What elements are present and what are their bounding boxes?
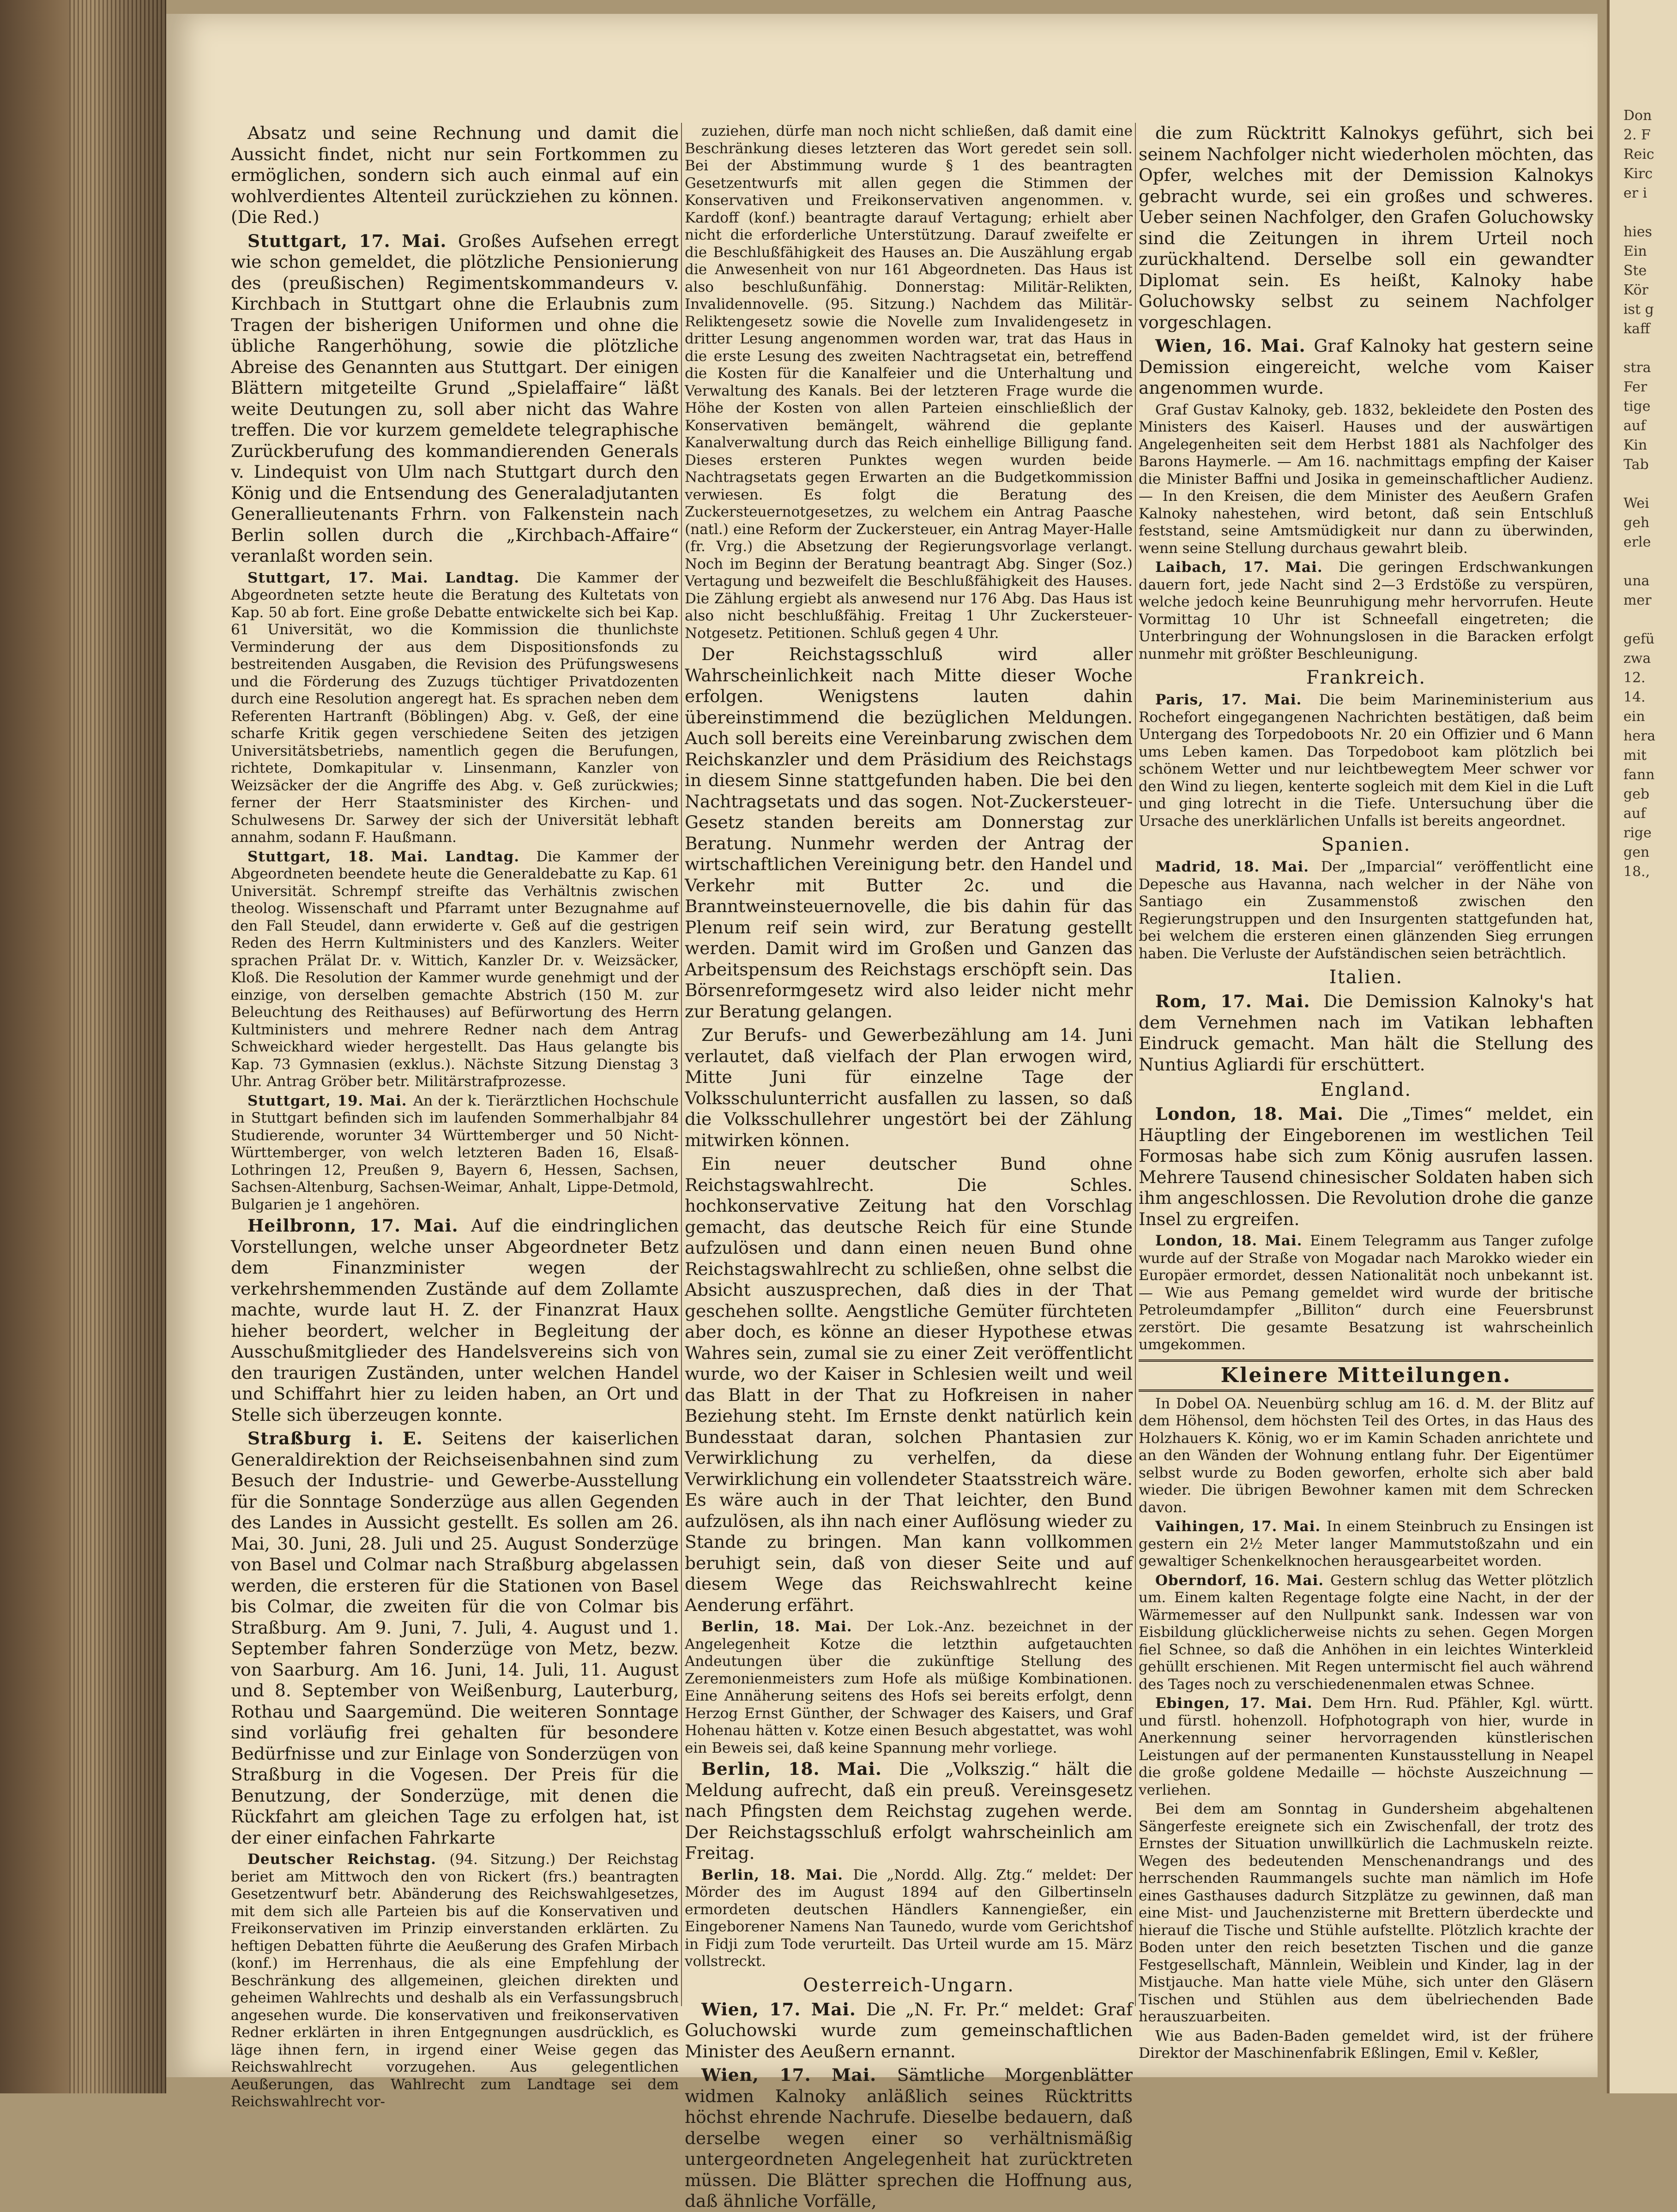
dateline: Wien, 16. Mai. [1155,336,1314,356]
facing-page-edge [1607,0,1677,2093]
article-text: Graf Kalnoky hat gestern seine Demission eingereicht, welche vom Kaiser angenommen wurde. [1139,336,1593,398]
dateline: Madrid, 18. Mai. [1155,859,1321,875]
facing-page-fragment: Kin [1623,437,1647,453]
facing-page-fragment: hera [1623,728,1656,744]
newspaper-page [166,14,1598,2211]
article-paragraph [231,231,679,567]
dateline: Stuttgart, 17. Mai. [247,230,458,251]
facing-page-fragment: kaff [1623,321,1650,337]
article-paragraph [685,1025,1133,1151]
dateline: Laibach, 17. Mai. [1155,559,1339,576]
article-text: In einem Steinbruch zu Ensingen ist gestern ein 2½ Meter langer Mammutstoßzahn und ein gewaltiger Schenkelknochen herausgearbeitet worden. [1139,1518,1593,1569]
article-paragraph [685,123,1133,642]
country-heading: Spanien. [1321,834,1411,855]
facing-page-fragment: auf [1623,805,1646,822]
dateline: Berlin, 18. Mai. [701,1866,853,1883]
facing-page-fragment [1623,475,1677,494]
column-2 [685,123,1133,2211]
facing-page-fragment: Reic [1623,146,1654,162]
article-text: Die Kammer der Abgeordneten setzte heute die Beratung des Kultetats von Kap. 50 ab fort. Eine große Debatte entwickelte sich bei Kap. 61 Universität, wo die Kommission die thunlichste Verminderung der aus dem Dispositionsfonds zu bestreitenden Ausgaben, die Revision des Prüfungswesens und die Förderung des Zuzugs tüchtiger Privatdozenten durch eine Resolution angeregt hat. Es sprachen neben dem Referenten Hartranft (Böblingen) Abg. v. Geß, der eine scharfe Kritik gegen verschiedene Seiten des jetzigen Universitätsbetriebs, namentlich gegen die Berufungen, richtete, Domkapitular v. Linsenmann, Kanzler von Weizsäcker der die Angriffe des Abg. v. Geß zurückwies; ferner der Herr Staatsminister des Kirchen- und Schulwesens Dr. Sarwey der sich der Universität lebhaft annahm, sodann F. Haußmann. [231,569,679,846]
article-paragraph [685,1154,1133,1616]
dateline: Paris, 17. Mai. [1155,691,1319,708]
facing-page-fragment: Wei [1623,495,1649,511]
facing-page-fragment: Fer [1623,379,1647,395]
facing-page-fragment: una [1623,573,1650,589]
article-text: die zum Rücktritt Kalnokys geführt, sich bei seinem Nachfolger nicht wiederholen möchten, das Opfer, welches mit der Demission Kalnokys gebracht wurde, sei ein großes und schweres. Ueber seinen Nachfolger, den Grafen Goluchowsky sind die Zeitungen in ihrem Urteil noch zurückhaltend. Derselbe soll ein gewandter Diplomat sein. Es heißt, Kalnoky habe Goluchowsky selbst zu seinem Nachfolger vorgeschlagen. [1139,123,1593,332]
column-3 [1139,123,1594,2062]
facing-page-fragment: Ste [1623,263,1647,279]
facing-page-fragment: 18., [1623,864,1650,880]
article-paragraph [685,1999,1133,2062]
facing-page-fragment: 12. [1623,670,1646,686]
facing-page-fragment: Don [1623,108,1652,124]
article-paragraph [231,1215,679,1425]
facing-page-fragment: zwa [1623,650,1651,667]
article-text: Zur Berufs- und Gewerbezählung am 14. Juni verlautet, daß vielfach der Plan erwogen wird, Mitte Juni für einzelne Tage der Volksschulunterricht ausfallen zu lassen, so daß die Volksschullehrer ungestört bei der Zählung mitwirken können. [685,1025,1133,1150]
article-paragraph [1139,1801,1593,2026]
article-paragraph [1139,991,1593,1075]
article-paragraph [231,1851,679,2111]
article-paragraph [1139,691,1593,830]
article-paragraph [1139,859,1593,962]
facing-page-fragment: 2. F [1623,127,1651,143]
article-text: Gestern schlug das Wetter plötzlich um. Einem kalten Regentage folgte eine Nacht, in der der Wärmemesser auf den Nullpunkt sank. Indessen war von Eisbildung glücklicherweise nichts zu sehen. Gegen Morgen fiel Schnee, so daß die Anhöhen in ein leichtes Winterkleid gehüllt erschienen. Mit Regen untermischt fiel auch während des Tages noch zu verschiedenenmalen etwas Schnee. [1139,1572,1593,1693]
article-paragraph [1139,1572,1593,1694]
article-text: Ein neuer deutscher Bund ohne Reichstagswahlrecht. Die Schles. hochkonservative Zeitung hat den Vorschlag gemacht, das deutsche Reich für eine Stunde aufzulösen und dann einen neuen Bund ohne Reichstagswahlrecht zu schließen, ohne selbst die Absicht auszusprechen, daß dies in der That geschehen sollte. Aengstliche Gemüter fürchteten aber doch, es könne an dieser Hypothese etwas Wahres sein, zumal sie zu einer Zeit veröffentlicht wurde, wo der Kaiser in Schlesien weilt und weil das Blatt in der That zu Hofkreisen in naher Beziehung steht. Im Ernste denkt natürlich kein Bundesstaat daran, solchen Phantasien zur Verwirklichung zu verhelfen, da diese Verwirklichung ein vollendeter Staatsstreich wäre. Es wäre auch in der That leichter, den Bund aufzulösen, als ihn nach einer Auflösung wieder zu Stande zu bringen. Man kann vollkommen beruhigt sein, daß von dieser Seite und auf diesem Wege das Reichswahlrecht keine Aenderung erfährt. [685,1154,1133,1615]
dateline: Straßburg i. E. [247,1428,442,1449]
article-text: (94. Sitzung.) Der Reichstag beriet am Mittwoch den von Rickert (frs.) beantragten Gesetzentwurf betr. Abänderung des Reichswahlgesetzes, mit dem sich alle Parteien bis auf die Konservativen und Freikonservativen im Prinzip einverstanden erklärten. Zu heftigen Debatten führte die Aeußerung des Grafen Mirbach (konf.) im Herrenhaus, die als eine Empfehlung der Beschränkung des allgemeinen, gleichen direkten und geheimen Wahlrechts und deshalb als ein Verfassungsbruch angesehen wurde. Die konservativen und freikonservativen Redner erklärten in ihren Entgegnungen ausdrücklich, es läge ihnen fern, in irgend einer Weise gegen das Reichswahlrecht vorzugehen. Aus gelegentlichen Aeußerungen, das Wahlrecht zum Landtage sei dem Reichswahlrecht vor- [231,1851,679,2110]
facing-page-text-fragments [1610,0,1677,882]
facing-page-fragment: Kör [1623,282,1649,298]
article-text: Absatz und seine Rechnung und damit die Aussicht findet, nicht nur sein Fortkommen zu ermöglichen, sondern sich auch einmal auf ein wohlverdientes Altenteil zurückziehen zu können. (Die Red.) [231,123,679,227]
article-text: Die „N. Fr. Pr.“ meldet: Graf Goluchowski wurde zum gemeinschaftlichen Minister des Aeußern ernannt. [685,1999,1133,2062]
facing-page-fragment: Kirc [1623,166,1653,182]
facing-page-fragment: fann [1623,767,1655,783]
facing-page-fragment: auf [1623,418,1646,434]
dateline: Stuttgart, 19. Mai. [247,1092,413,1109]
article-paragraph [685,1759,1133,1864]
facing-page-fragment: Tab [1623,457,1649,473]
facing-page-fragment: hies [1623,224,1653,240]
article-paragraph [685,1867,1133,1971]
article-paragraph [1139,1695,1593,1799]
article-text: Die „Times“ meldet, ein Häuptling der Eingeborenen im westlichen Teil Formosas habe sich zum König ausrufen lassen. Mehrere Tausend chinesischer Soldaten haben sich ihm angeschlossen. Die Revolution drohe die ganze Insel zu ergreifen. [1139,1104,1594,1229]
article-paragraph [1139,1104,1593,1230]
article-text: Die „Nordd. Allg. Ztg.“ meldet: Der Mörder des im August 1894 auf den Gilbertinseln ermordeten deutschen Händlers Kannengießer, ein Eingeborener Namens Nan Taunedo, wurde vom Gerichtshof in Fidji zum Tode verurteilt. Das Urteil wurde am 15. März vollstreckt. [685,1866,1133,1970]
article-text: Bei dem am Sonntag in Gundersheim abgehaltenen Sängerfeste ereignete sich ein Zwischenfall, der trotz des Ernstes der Situation unwillkürlich die Lachmuskeln reizte. Wegen des bedeutenden Menschenandrangs und des herrschenden Raummangels suchte man nämlich im Hofe eines Gasthauses dadurch Sitzplätze zu gewinnen, daß man eine Mist- und Jauchenzisterne mit Brettern überdeckte und hierauf die Tische und Stühle aufstellte. Plötzlich krachte der Boden unter den reich besetzten Tischen und die ganze Festgesellschaft, Männlein, Weiblein und Kinder, lag in der Mistjauche. Man hatte viele Mühe, sich unter den Gläsern Tischen und Stühlen aus dem übelriechenden Bade herauszuarbeiten. [1139,1801,1593,2025]
dateline: Stuttgart, 17. Mai. Landtag. [247,569,537,586]
dateline: Vaihingen, 17. Mai. [1155,1518,1327,1535]
article-paragraph [1139,1518,1593,1570]
facing-page-fragment: Ein [1623,243,1647,259]
article-paragraph [685,1618,1133,1757]
dateline: Ebingen, 17. Mai. [1155,1695,1322,1712]
facing-page-fragment: geb [1623,786,1650,802]
dateline: Rom, 17. Mai. [1155,991,1324,1011]
article-paragraph [1139,1232,1593,1354]
article-text: Einem Telegramm aus Tanger zufolge wurde auf der Straße von Mogadar nach Marokko wieder ein Europäer ermordet, dessen Nationalität noch unbekannt ist. — Wie aus Pemang gemeldet wird wurde der britische Petroleumdampfer „Billiton“ durch eine Feuersbrunst zerstört. Die gesamte Besatzung ist wahrscheinlich umgekommen. [1139,1232,1593,1353]
country-heading: Italien. [1329,967,1403,988]
article-text: Die Kammer der Abgeordneten beendete heute die Generaldebatte zu Kap. 61 Universität. Schrempf streifte das Verhältnis zwischen theolog. Wissenschaft und Pfarramt unter Bezugnahme auf den Fall Steudel, dann erwiderte v. Geß auf die gestrigen Reden des Herrn Kultministers und des Kanzlers. Weiter sprachen Prälat Dr. v. Wittich, Kanzler Dr. v. Weizsäcker, Kloß. Die Resolution der Kammer wurde genehmigt und der einzige, von derselben gemachte Abstrich (150 M. zur Beleuchtung des Reithauses) auf Befürwortung des Herrn Kultministers und mehrere Redner nach dem Antrag Schweickhard wieder hergestellt. Das Haus gelangte bis Kap. 73 Gymnasien (exklus.). Nächste Sitzung Dienstag 3 Uhr. Antrag Gröber betr. Militärstrafprozesse. [231,848,679,1090]
facing-page-fragment: tige [1623,398,1651,415]
article-text: Der Reichstagsschluß wird aller Wahrscheinlichkeit nach Mitte dieser Woche erfolgen. Wenigstens lauten dahin übereinstimmend die bezüglichen Meldungen. Auch soll bereits eine Vereinbarung zwischen dem Reichskanzler und dem Präsidium des Reichstags in diesem Sinne stattgefunden haben. Die bei den Nachtragsetats und das sogen. Not-Zuckersteuer-Gesetz standen bereits am Donnerstag zur Beratung. Nunmehr werden der Antrag der wirtschaftlichen Vereinigung betr. den Handel und Verkehr mit Butter 2c. und die Branntweinsteuernovelle, die bis dahin für das Plenum reif sein wird, zur Beratung gestellt werden. Damit wird im Großen und Ganzen das Arbeitspensum des Reichstags erschöpft sein. Das Börsenreformgesetz wird also leider nicht mehr zur Beratung gelangen. [685,644,1133,1022]
dateline: Wien, 17. Mai. [701,1999,867,2020]
dateline: London, 18. Mai. [1155,1232,1310,1249]
facing-page-fragment: gen [1623,844,1650,860]
article-text: Die Demission Kalnoky's hat dem Vernehmen nach im Vatikan lebhaften Eindruck gemacht. Man hält die Stellung des Nuntius Agliardi für erschüttert. [1139,991,1593,1075]
article-text: Der „Imparcial“ veröffentlicht eine Depesche aus Havanna, nach welcher in der Nähe von Santiago ein Zusammenstoß zwischen den Regierungstruppen und den Insurgenten stattgefunden hat, bei welchem die ersteren einen glänzenden Sieg errungen haben. Die Verluste der Aufständischen seien beträchtlich. [1139,859,1593,962]
column-rule [681,123,682,2006]
article-text: Auf die eindringlichen Vorstellungen, welche unser Abgeordneter Betz dem Finanzminister wegen der verkehrshemmenden Zustände auf dem Zollamte machte, wurde laut H. Z. der Finanzrat Haux hieher beordert, welcher in Begleitung der Ausschußmitglieder des Handelsvereins sich von den traurigen Zuständen, unter welchen Handel und Schiffahrt hier zu leiden haben, an Ort und Stelle sich überzeugen konnte. [231,1215,679,1425]
dateline: Oberndorf, 16. Mai. [1155,1572,1331,1589]
article-paragraph [231,1093,679,1214]
facing-page-fragment: gefü [1623,631,1655,647]
article-paragraph [1139,123,1593,333]
dateline: London, 18. Mai. [1155,1104,1359,1124]
article-text: Die „Volkszig.“ hält die Meldung aufrecht, daß ein preuß. Vereinsgesetz nach Pfingsten dem Reichstag zugehen werde. Der Reichstagsschluß erfolgt wahrscheinlich am Freitag. [685,1759,1133,1863]
article-paragraph [231,570,679,847]
article-text: In Dobel OA. Neuenbürg schlug am 16. d. M. der Blitz auf dem Höhensol, dem höchsten Teil des Ortes, in das Haus des Holzhauers K. König, wo er im Kamin Schaden anrichtete und an den Wänden der Wohnung entlang fuhr. Der Eigentümer selbst wurde zu Boden geworfen, erholte sich aber bald wieder. Die übrigen Bewohner kamen mit dem Schrecken davon. [1139,1395,1593,1516]
facing-page-fragment: mit [1623,747,1647,763]
article-paragraph [231,1428,679,1848]
facing-page-fragment: mer [1623,592,1652,608]
article-text: Der Lok.-Anz. bezeichnet in der Angelegenheit Kotze die letzthin aufgetauchten Andeutungen über die zukünftige Stellung des Zeremonienmeisters zum Hofe als müßige Kombinationen. Eine Annäherung seitens des Hofs sei bereits erfolgt, denn Herzog Ernst Günther, der Schwager des Kaisers, und Graf Hohenau hätten v. Kotze einen Besuch abgestattet, was wohl ein Beweis sei, daß keine Spannung mehr vorliege. [685,1618,1133,1756]
article-text: Graf Gustav Kalnoky, geb. 1832, bekleidete den Posten des Ministers des Kaiserl. Hauses und der auswärtigen Angelegenheiten seit dem Herbst 1881 als Nachfolger des Barons Haymerle. — Am 16. nachmittags empfing der Kaiser die Minister Baffni und Josika in gemeinschaftlicher Audienz. — In den Kreisen, die dem Minister des Aeußern Grafen Kalnoky nahestehen, wird betont, daß sein Entschluß feststand, seine Amtsmüdigkeit nur dann zu überwinden, wenn seine Stellung durchaus gewahrt bleib. [1139,401,1593,557]
facing-page-fragment: rige [1623,825,1652,841]
dateline: Berlin, 18. Mai. [701,1759,899,1779]
dateline: Stuttgart, 18. Mai. Landtag. [247,848,537,865]
article-paragraph [231,123,679,228]
article-paragraph [1139,559,1593,663]
article-text: Seitens der kaiserlichen Generaldirektion der Reichseisenbahnen sind zum Besuch der Industrie- und Gewerbe-Ausstellung für die Sonntage Sonderzüge aus allen Gegenden des Landes in Aussicht gestellt. Es sollen am 26. Mai, 30. Juni, 28. Juli und 25. August Sonderzüge von Basel und Colmar nach Straßburg abgelassen werden, die ersteren für die Stationen von Basel bis Colmar, die zweiten für die von Colmar bis Straßburg. Am 9. Juni, 7. Juli, 4. August und 1. September fahren Sonderzüge von Metz, bezw. von Saarburg. Am 16. Juni, 14. Juli, 11. August und 8. September von Weißenburg, Lauterburg, Rothau und Saargemünd. Die weiteren Sonntage sind vorläufig frei gehalten für besondere Bedürfnisse und zur Einlage von Sonderzügen von Straßburg in die Vogesen. Der Preis für die Benutzung, der Sonderzüge, mit denen die Rückfahrt am gleichen Tage zu erfolgen hat, ist der einer einfachen Fahrkarte [231,1428,679,1848]
country-heading: Frankreich. [1306,667,1426,688]
page-edges [69,0,166,2093]
dateline: Heilbronn, 17. Mai. [247,1215,471,1236]
dateline: Berlin, 18. Mai. [701,1618,867,1635]
article-text: Die beim Marineministerium aus Rochefort eingegangenen Nachrichten bestätigen, daß beim Untergang des Torpedoboots Nr. 20 ein Offizier und 6 Mann ums Leben kamen. Das Torpedoboot kam plötzlich bei schönem Wetter und nur leichtbewegtem Meer schwer vor den Wind zu liegen, kenterte sogleich mit dem Kiel in die Luft und ging lotrecht in die Tiefe. Untersuchung über die Ursache des unerklärlichen Unfalls ist bereits angeordnet. [1139,691,1593,830]
column-1 [231,123,679,2110]
dateline: Deutscher Reichstag. [247,1851,450,1868]
facing-page-fragment: stra [1623,360,1651,376]
article-paragraph [1139,336,1593,399]
facing-page-fragment: er i [1623,185,1647,201]
facing-page-fragment: ein [1623,709,1645,725]
country-heading: Oesterreich-Ungarn. [803,1974,1014,1996]
column-rule [1135,123,1136,2006]
article-paragraph [231,848,679,1091]
facing-page-fragment: erle [1623,534,1651,550]
article-text: Sämtliche Morgenblätter widmen Kalnoky anläßlich seines Rücktritts höchst ehrende Nachrufe. Dieselbe bedauern, daß derselbe wegen einer so verhältnismäßig untergeordneten Angelegenheit hat zurücktreten müssen. Die Blätter sprechen die Hoffnung aus, daß ähnliche Vorfälle, [685,2065,1133,2211]
country-heading: England. [1320,1079,1412,1100]
article-paragraph [685,2065,1133,2212]
section-banner: Kleinere Mitteilungen. [1139,1359,1593,1392]
facing-page-fragment [1623,552,1677,571]
dateline: Wien, 17. Mai. [701,2065,897,2085]
facing-page-fragment [1623,339,1677,358]
facing-page-fragment [1623,610,1677,630]
article-text: Die geringen Erdschwankungen dauern fort, jede Nacht sind 2—3 Erdstöße zu verspüren, welche jedoch keine Beunruhigung mehr hervorrufen. Heute Vormittag 10 Uhr ist Schneefall eingetreten; die Unterbringung der Wohnungslosen in die Baracken erfolgt nunmehr mit größter Beschleunigung. [1139,559,1593,662]
article-text: Dem Hrn. Rud. Pfähler, Kgl. württ. und fürstl. hohenzoll. Hofphotograph von hier, wurde in Anerkennung seiner hervorragenden künstlerischen Leistungen auf der permanenten Kunstausstellung in Neapel die große goldene Medaille — höchste Auszeichnung — verliehen. [1139,1695,1593,1798]
article-paragraph [685,644,1133,1022]
facing-page-fragment [1623,203,1677,222]
article-paragraph [1139,2028,1593,2062]
facing-page-fragment: geh [1623,515,1650,531]
article-text: Großes Aufsehen erregt wie schon gemeldet, die plötzliche Pensionierung des (preußischen) Regimentskommandeurs v. Kirchbach in Stuttgart ohne die Erlaubnis zum Tragen der bisherigen Uniformen und ohne die übliche Rangerhöhung, sowie die plötzliche Abreise des Genannten aus Stuttgart. Der einigen Blättern mitgeteilte Grund „Spielaffaire“ läßt weite Deutungen zu, soll aber nicht das Wahre treffen. Die vor kurzem gemeldete telegraphische Zurückberufung des kommandierenden Generals v. Lindequist von Ulm nach Stuttgart durch den König und die Entsendung des Generaladjutanten Generallieutenants Frhrn. von Falkenstein nach Berlin sollen durch die „Kirchbach-Affaire“ veranlaßt worden sein. [231,230,679,566]
facing-page-fragment: 14. [1623,689,1646,705]
facing-page-fragment: ist g [1623,301,1654,318]
article-paragraph [1139,402,1593,558]
article-paragraph [1139,1395,1593,1517]
article-text: zuziehen, dürfe man noch nicht schließen, daß damit eine Beschränkung dieses letzteren das Wort geredet sein soll. Bei der Abstimmung wurde § 1 des beantragten Gesetzentwurfs mit allen gegen die Stimmen der Konservativen und Freikonservativen angenommen. v. Kardoff (konf.) beantragte darauf Vertagung; erhielt aber nicht die erforderliche Unterstützung. Darauf zweifelte er die Beschlußfähigkeit des Hauses an. Die Auszählung ergab die Anwesenheit von nur 161 Abgeordneten. Das Haus ist also beschlußunfähig. Donnerstag: Militär-Relikten, Invalidennovelle. (95. Sitzung.) Nachdem das Militär-Reliktengesetz sowie die Novelle zum Invalidengesetz in dritter Lesung angenommen worden war, trat das Haus in die erste Lesung des zweiten Nachtragsetat ein, betreffend die Kosten für die Kanalfeier und die Unterhaltung und Verwaltung des Kanals. Bei der letzteren Frage wurde die Höhe der Kosten von allen Parteien einschließlich der Konservativen bemängelt, während die geplante Kanalverwaltung durch das Reich einhellige Billigung fand. Dieses ersteren Punktes wegen wurden beide Nachtragsetats gegen Erwarten an die Budgetkommission verwiesen. Es folgt die Beratung des Zuckersteuernotgesetzes, zu welchem ein Antrag Paasche (natl.) eine Reform der Zuckersteuer, ein Antrag Mayer-Halle (fr. Vrg.) die Absetzung der Regierungsvorlage verlangt. Noch im Beginn der Beratung beantragt Abg. Singer (Soz.) Vertagung und bezweifelt die Beschlußfähigkeit des Hauses. Die Zählung ergiebt als anwesend nur 176 Abg. Das Haus ist also nicht beschlußfähig. Freitag 1 Uhr Zuckersteuer-Notgesetz. Petitionen. Schluß gegen 4 Uhr. [685,123,1133,642]
article-text: An der k. Tierärztlichen Hochschule in Stuttgart befinden sich im laufenden Sommerhalbjahr 84 Studierende, worunter 34 Württemberger und 50 Nicht-Württemberger, von welch letzteren Baden 16, Elsaß-Lothringen 12, Preußen 9, Bayern 6, Hessen, Sachsen, Sachsen-Altenburg, Sachsen-Weimar, Anhalt, Lippe-Detmold, Bulgarien je 1 angehören. [231,1092,679,1213]
article-text: Wie aus Baden-Baden gemeldet wird, ist der frühere Direktor der Maschinenfabrik Eßlingen, Emil v. Keßler, [1139,2027,1593,2062]
